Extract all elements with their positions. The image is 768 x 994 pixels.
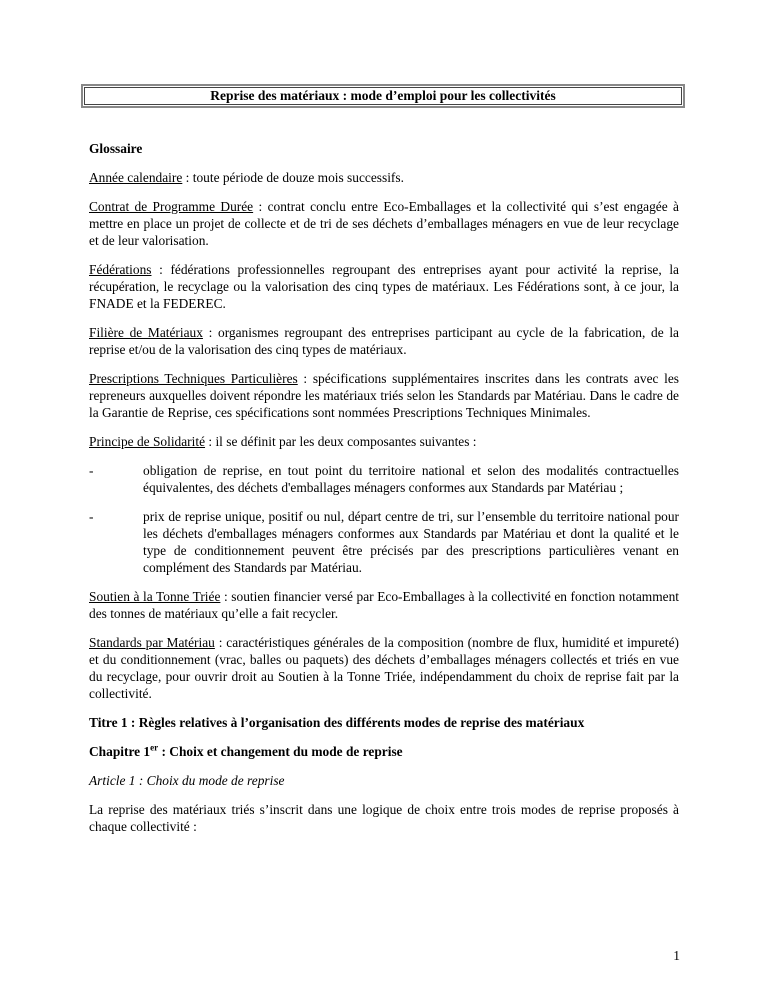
document-title: Reprise des matériaux : mode d’emploi pour les collectivités — [81, 84, 685, 108]
list-item: - obligation de reprise, en tout point du territoire national et selon des modalités contractuelles équivalentes, des déchets d'emballages ménagers conformes aux Standards par Matériau ; — [89, 463, 679, 495]
definition-standards: Standards par Matériau : caractéristiques générales de la composition (nombre de flux, humidité et impureté) et du conditionnement (vrac, balles ou paquets) des déchets d’emballages ménagers collectés et triés en vue du recyclage, pour ouvrir droit au Soutien à la Tonne Triée, indépendamment du choix de reprise fait par la collectivité. — [89, 635, 680, 701]
term: Standards par Matériau — [89, 635, 215, 650]
document-body — [89, 140, 679, 847]
term: Année calendaire — [89, 170, 183, 185]
term: Soutien à la Tonne Triée — [89, 589, 221, 604]
chapitre-1-heading: Chapitre 1er : Choix et changement du mode de reprise — [89, 742, 403, 759]
term: Filière de Matériaux — [89, 325, 203, 340]
definition-filiere: Filière de Matériaux : organismes regroupant des entreprises participant au cycle de la fabrication, de la reprise et/ou de la valorisation des cinq types de matériaux. — [89, 325, 679, 357]
definition-soutien: Soutien à la Tonne Triée : soutien financier versé par Eco-Emballages à la collectivité en fonction notamment des tonnes de matériaux qu’elle a fait recycler. — [89, 589, 680, 621]
definition-prescriptions: Prescriptions Techniques Particulières : spécifications supplémentaires inscrites dans les contrats avec les repreneurs auxquelles doivent répondre les matériaux triés selon les Standards par Matériau. Dans le cadre de la Garantie de Reprise, ces spécifications sont nommées Prescriptions Techniques Minimales. — [89, 371, 680, 420]
term: Fédérations — [89, 262, 152, 277]
glossaire-heading: Glossaire — [89, 141, 143, 156]
article-1-text: La reprise des matériaux triés s’inscrit dans une logique de choix entre trois modes de reprise proposés à chaque collectivité : — [89, 802, 679, 834]
definition-solidarite: Principe de Solidarité : il se définit par les deux composantes suivantes : — [89, 434, 477, 449]
definition-federations: Fédérations : fédérations professionnelles regroupant des entreprises ayant pour activité la reprise, la récupération, le recyclage ou la valorisation des cinq types de matériaux. Les Fédérations sont, à ce jour, la FNADE et la FEDEREC. — [89, 262, 679, 311]
list-item: - prix de reprise unique, positif ou nul, départ centre de tri, sur l’ensemble du territoire national pour les déchets d'emballages ménagers conformes aux Standards par Matériau et dont la qualité et le type de conditionnement peuvent être précisés par des prescriptions particulières venant en complément des Standards par Matériau. — [89, 509, 679, 575]
definition-annee: Année calendaire : toute période de douze mois successifs. — [89, 170, 404, 185]
term: Prescriptions Techniques Particulières — [89, 371, 298, 386]
term: Contrat de Programme Durée — [89, 199, 254, 214]
term: Principe de Solidarité — [89, 434, 206, 449]
definition-contrat: Contrat de Programme Durée : contrat conclu entre Eco-Emballages et la collectivité qui s’est engagée à mettre en place un projet de collecte et de tri de ses déchets d’emballages ménagers en vue de leur recyclage et de leur valorisation. — [89, 199, 679, 248]
article-1-heading: Article 1 : Choix du mode de reprise — [89, 773, 285, 788]
page-number: 1 — [673, 948, 680, 963]
titre-1-heading: Titre 1 : Règles relatives à l’organisation des différents modes de reprise des matériaux — [89, 715, 585, 730]
